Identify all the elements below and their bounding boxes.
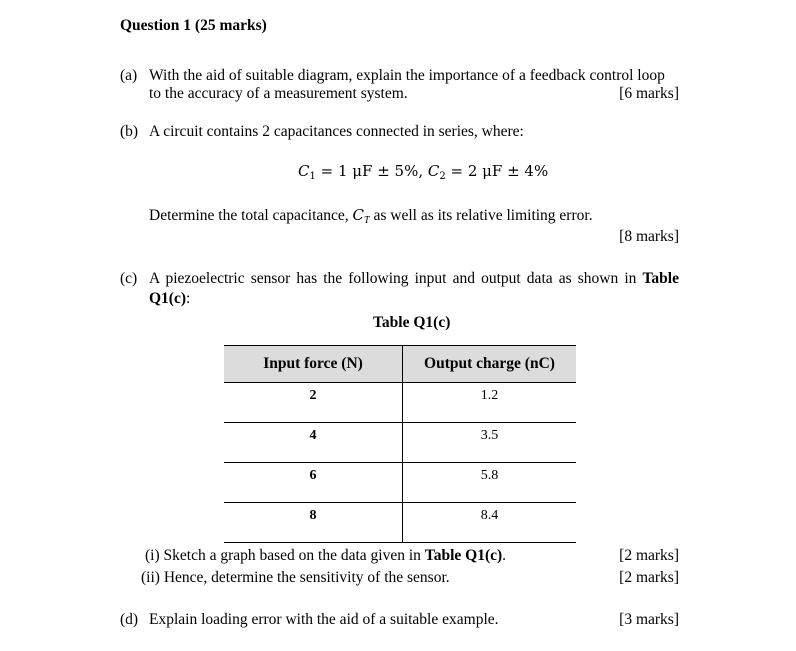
sub-i-period: . (502, 547, 507, 564)
table-header-row (224, 346, 576, 383)
table-title: Table Q1(c) (373, 314, 451, 331)
part-a-marks: [6 marks] (619, 85, 679, 102)
part-c-line1-text: A piezoelectric sensor has the following input and output data as shown in (149, 270, 643, 287)
c2-value: = 2 μF ± 4% (445, 162, 549, 180)
sub-i-table-ref: Table Q1(c) (424, 547, 503, 564)
ct-subscript: T (364, 215, 370, 226)
c1-variable: C (298, 162, 310, 180)
cell-force: 8 (224, 503, 403, 543)
part-c-line2 (149, 290, 190, 308)
sub-ii (141, 569, 450, 587)
sub-ii-marks: [2 marks] (619, 569, 679, 586)
cell-charge: 1.2 (403, 383, 577, 423)
part-c-table-ref-1: Table (642, 270, 679, 287)
c2-subscript: 2 (439, 171, 446, 182)
sub-i-marks: [2 marks] (619, 547, 679, 564)
part-c-table-ref-2: Q1(c) (149, 290, 187, 307)
sub-ii-text: Hence, determine the sensitivity of the sensor. (163, 569, 450, 586)
part-d-marks: [3 marks] (619, 611, 679, 628)
determine-post: as well as its relative limiting error. (369, 207, 593, 224)
determine-pre: Determine the total capacitance, (149, 207, 353, 224)
table-row (224, 383, 576, 423)
part-c-label: (c) (120, 270, 138, 287)
sub-i-label: (i) (145, 547, 160, 564)
cell-force: 2 (224, 383, 403, 423)
sub-ii-label: (ii) (141, 569, 160, 586)
part-d-text: Explain loading error with the aid of a suitable example. (149, 611, 499, 628)
part-b-determine (149, 206, 593, 230)
part-b-marks: [8 marks] (619, 228, 679, 245)
cell-charge: 3.5 (403, 423, 577, 463)
part-a-line2: to the accuracy of a measurement system. (149, 85, 408, 102)
c2-variable: C (427, 162, 440, 180)
table-row (224, 423, 576, 463)
part-b-label: (b) (120, 123, 139, 140)
sub-i (145, 547, 506, 565)
table-row (224, 463, 576, 503)
part-d-label: (d) (120, 611, 139, 628)
ct-variable: C (352, 206, 365, 224)
part-c-line1 (149, 270, 679, 288)
part-a-line1: With the aid of suitable diagram, explain the importance of a feedback control loop (149, 67, 665, 84)
header-input-force: Input force (N) (224, 346, 403, 383)
c1-value: = 1 μF ± 5%, (315, 162, 428, 180)
part-a-label: (a) (120, 67, 138, 84)
data-table (224, 345, 576, 543)
cell-charge: 5.8 (403, 463, 577, 503)
cell-charge: 8.4 (403, 503, 577, 543)
table-row (224, 503, 576, 543)
capacitance-equation (298, 162, 548, 182)
cell-force: 4 (224, 423, 403, 463)
c1-subscript: 1 (309, 171, 316, 182)
part-b-intro: A circuit contains 2 capacitances connected in series, where: (149, 123, 524, 140)
cell-force: 6 (224, 463, 403, 503)
sub-i-text: Sketch a graph based on the data given in (163, 547, 425, 564)
part-c-colon: : (186, 290, 191, 307)
question-title: Question 1 (25 marks) (120, 17, 267, 34)
header-output-charge: Output charge (nC) (403, 346, 577, 383)
